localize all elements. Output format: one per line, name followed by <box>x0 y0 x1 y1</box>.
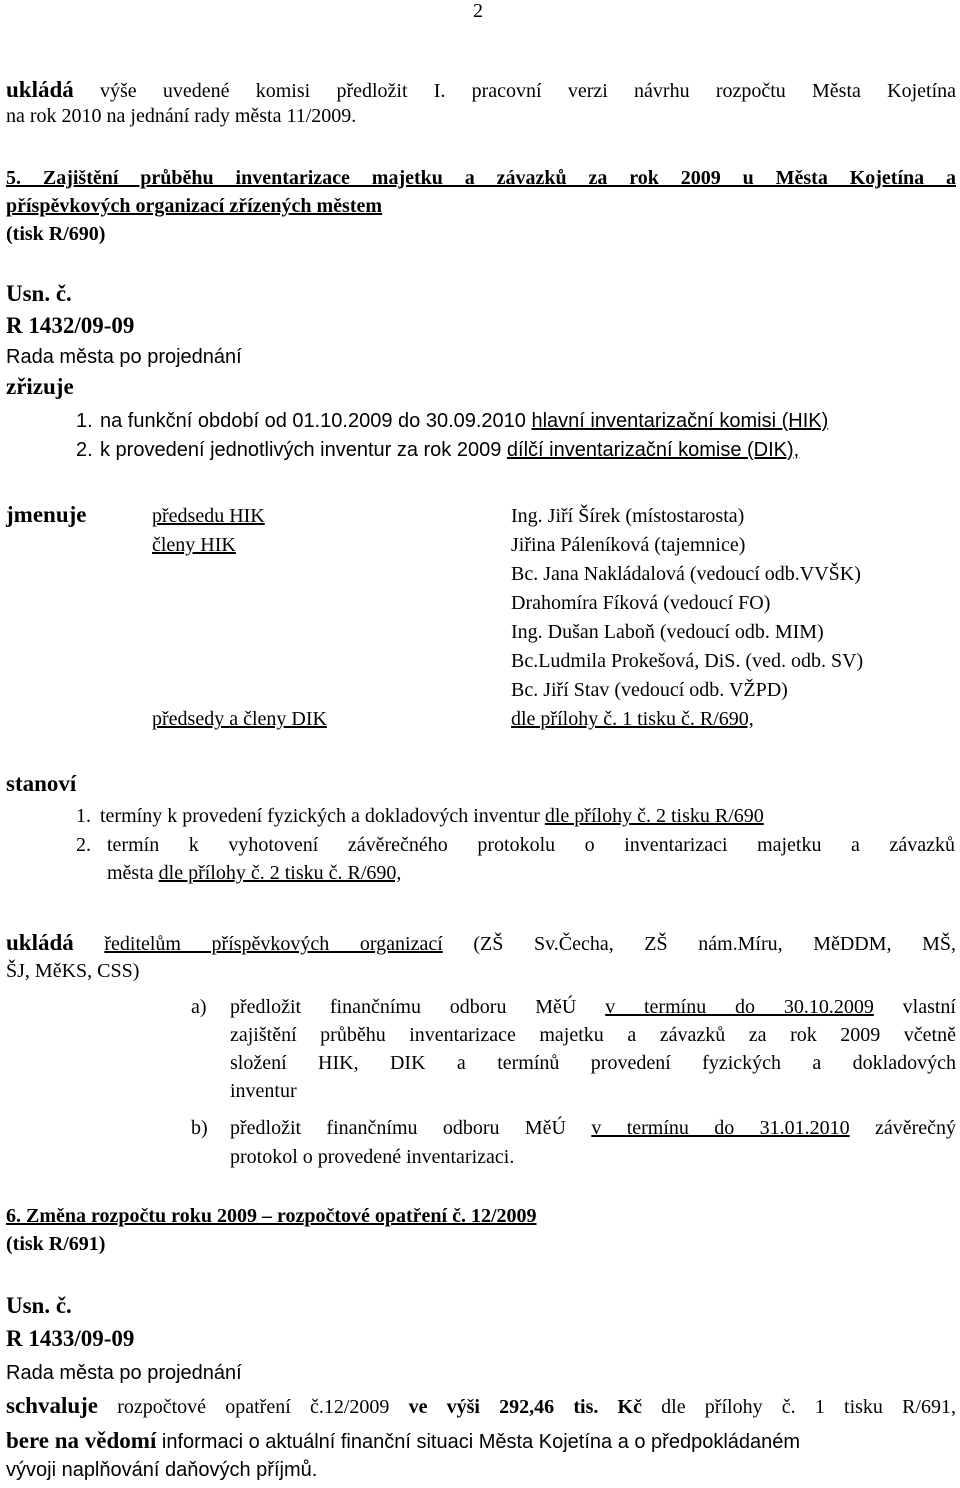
role-dik: předsedy a členy DIK <box>152 708 327 730</box>
role-members-hik: členy HIK <box>152 534 236 556</box>
s5-usn-label: Usn. č. <box>6 281 72 306</box>
person-5: Ing. Dušan Laboň (vedoucí odb. MIM) <box>511 621 824 643</box>
stanovi-item-2-line1: termín k vyhotovení závěrečného protokolu o inventarizaci majetku a závazků <box>107 834 955 856</box>
s6-usn-label: Usn. č. <box>6 1293 72 1318</box>
person-6: Bc.Ludmila Prokešová, DiS. (ved. odb. SV) <box>511 650 864 672</box>
page-number: 2 <box>473 0 483 22</box>
dik-reference: dle přílohy č. 1 tisku č. R/690, <box>511 708 754 730</box>
s5-print-ref: (tisk R/690) <box>6 223 106 245</box>
s6-schvaluje-line: schvaluje rozpočtové opatření č.12/2009 ve výši 292,46 tis. Kč dle přílohy č. 1 tisku R/691, <box>6 1393 956 1418</box>
task-a-label: a) <box>191 996 207 1018</box>
person-2: Jiřina Páleníková (tajemnice) <box>511 534 746 556</box>
person-3: Bc. Jana Nakládalová (vedoucí odb.VVŠK) <box>511 563 861 585</box>
task-b-line1: předložit finančnímu odboru MěÚ v termínu do 31.01.2010 závěrečný <box>230 1117 957 1139</box>
s6-resolution-no: R 1433/09-09 <box>6 1326 135 1351</box>
s5-heading-line1: 5. Zajištění průběhu inventarizace majetku a závazků za rok 2009 u Města Kojetína a <box>6 167 956 189</box>
person-1: Ing. Jiří Šírek (místostarosta) <box>511 505 745 527</box>
s5-heading-line2: příspěvkových organizací zřízených městem <box>6 195 383 217</box>
task-b-line2: protokol o provedené inventarizaci. <box>230 1146 515 1168</box>
task-b-label: b) <box>191 1117 208 1139</box>
role-chair-hik: předsedu HIK <box>152 505 265 527</box>
task-a-line1: předložit finančnímu odboru MěÚ v termínu do 30.10.2009 vlastní <box>230 996 956 1018</box>
s6-bere-line2: vývoji naplňování daňových příjmů. <box>6 1459 318 1481</box>
person-7: Bc. Jiří Stav (vedoucí odb. VŽPD) <box>511 679 788 701</box>
task-a-line2: zajištění průběhu inventarizace majetku a závazků za rok 2009 včetně <box>230 1024 956 1046</box>
task-a-line4: inventur <box>230 1080 297 1102</box>
s6-bere-line1: bere na vědomí informaci o aktuální finanční situaci Města Kojetína a o předpokládaném <box>6 1428 801 1453</box>
s5-uklada-line2: ŠJ, MěKS, CSS) <box>6 960 140 982</box>
task-a-line3: složení HIK, DIK a termínů provedení fyzických a dokladových <box>230 1052 956 1074</box>
s5-resolution-no: R 1432/09-09 <box>6 313 135 338</box>
stanovi-item-1: 1. termíny k provedení fyzických a dokladových inventur dle přílohy č. 2 tisku R/690 <box>76 805 764 827</box>
zrizuje-item-1: 1. na funkční období od 01.10.2009 do 30.09.2010 hlavní inventarizační komisi (HIK) <box>76 410 829 432</box>
s5-council-line: Rada města po projednání <box>6 346 242 368</box>
s6-print-ref: (tisk R/691) <box>6 1233 106 1255</box>
s5-verb-stanovi: stanoví <box>6 771 77 796</box>
stanovi-item-2-num: 2. <box>76 834 91 856</box>
s6-council-line: Rada města po projednání <box>6 1362 242 1384</box>
s5-verb-zrizuje: zřizuje <box>6 374 74 399</box>
s5-verb-jmenuje: jmenuje <box>6 502 87 527</box>
s4-line1: ukládá výše uvedené komisi předložit I. pracovní verzi návrhu rozpočtu Města Kojetína <box>6 77 956 102</box>
s5-uklada-line1: ukládá ředitelům příspěvkových organizací (ZŠ Sv.Čecha, ZŠ nám.Míru, MěDDM, MŠ, <box>6 930 957 955</box>
s4-line2: na rok 2010 na jednání rady města 11/2009. <box>6 105 357 127</box>
person-4: Drahomíra Fíková (vedoucí FO) <box>511 592 771 614</box>
zrizuje-item-2: 2. k provedení jednotlivých inventur za rok 2009 dílčí inventarizační komise (DIK), <box>76 439 800 461</box>
s6-heading: 6. Změna rozpočtu roku 2009 – rozpočtové opatření č. 12/2009 <box>6 1205 537 1227</box>
stanovi-item-2-line2: města dle přílohy č. 2 tisku č. R/690, <box>107 862 402 884</box>
verb-uklada: ukládá <box>6 77 74 102</box>
